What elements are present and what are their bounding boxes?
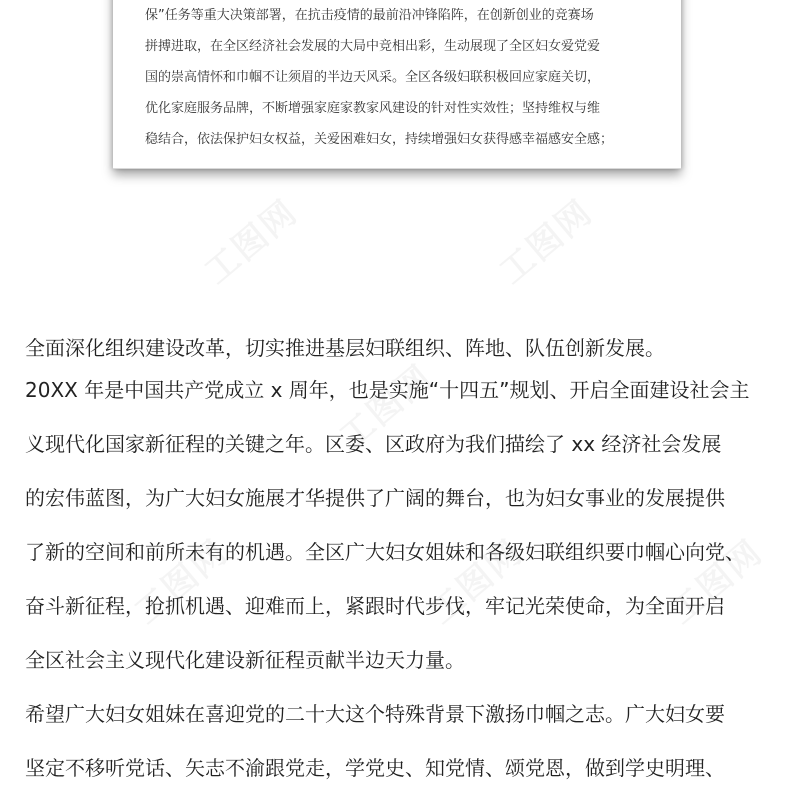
card-line: 保”任务等重大决策部署，在抗击疫情的最前沿冲锋陷阵，在创新创业的竞赛场	[145, 8, 594, 23]
paragraph-line: 全面深化组织建设改革，切实推进基层妇联组织、阵地、队伍创新发展。	[25, 336, 665, 360]
card-line: 稳结合，依法保护妇女权益，关爱困难妇女，持续增强妇女获得感幸福感安全感；	[145, 132, 614, 147]
card-line: 拼搏进取，在全区经济社会发展的大局中竞相出彩，生动展现了全区妇女爱党爱	[145, 39, 601, 54]
paragraph-line: 义现代化国家新征程的关键之年。区委、区政府为我们描绘了 xx 经济社会发展	[25, 432, 722, 456]
paragraph-line: 奋斗新征程，抢抓机遇、迎难而上，紧跟时代步伐，牢记光荣使命，为全面开启	[25, 594, 725, 618]
paragraph-line: 坚定不移听党话、矢志不渝跟党走，学党史、知党情、颂党恩，做到学史明理、	[25, 756, 725, 780]
card-line: 国的崇高情怀和巾帼不让须眉的半边天风采。全区各级妇联积极回应家庭关切，	[145, 70, 601, 85]
body-text	[25, 327, 785, 789]
watermark	[192, 186, 306, 293]
paragraph-line: 希望广大妇女姐妹在喜迎党的二十大这个特殊背景下激扬巾帼之志。广大妇女要	[25, 702, 725, 726]
paragraph-line: 的宏伟蓝图，为广大妇女施展才华提供了广阔的舞台，也为妇女事业的发展提供	[25, 486, 725, 510]
card-text	[145, 0, 655, 155]
card-line: 优化家庭服务品牌，不断增强家庭家教家风建设的针对性实效性；坚持维权与维	[145, 101, 601, 116]
paragraph-line: 20XX 年是中国共产党成立 x 周年，也是实施“十四五”规划、开启全面建设社会主	[25, 378, 750, 402]
paragraph-line: 全区社会主义现代化建设新征程贡献半边天力量。	[25, 648, 465, 672]
paragraph-line: 了新的空间和前所未有的机遇。全区广大妇女姐妹和各级妇联组织要巾帼心向党、	[25, 540, 745, 564]
watermark	[487, 186, 601, 293]
